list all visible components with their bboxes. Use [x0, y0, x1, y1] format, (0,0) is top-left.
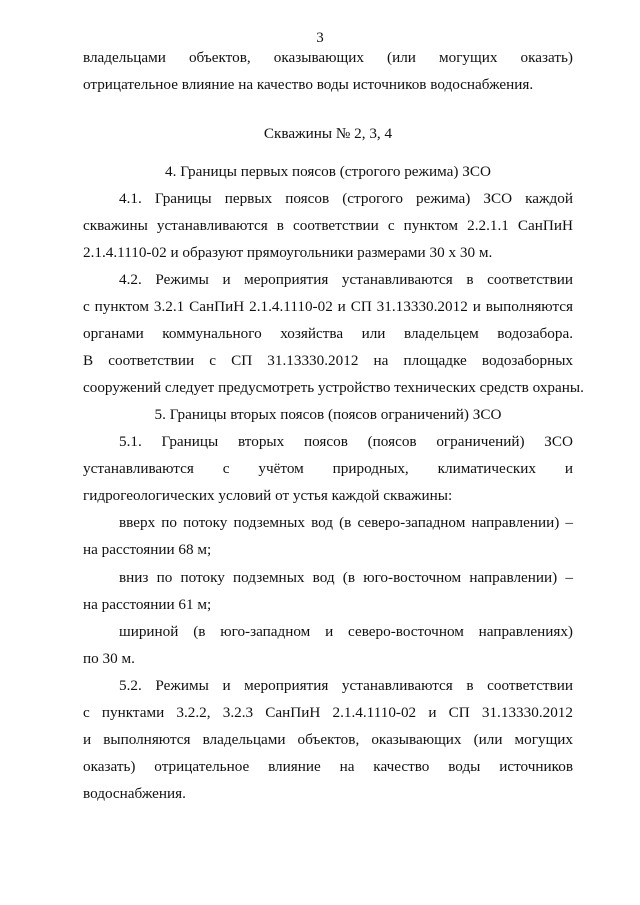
- text-line: водоснабжения.: [83, 785, 186, 802]
- text-line: оказать) отрицательное влияние на качество воды источников: [83, 758, 573, 775]
- text-line: 5.1. Границы вторых поясов (поясов ограничений) ЗСО: [119, 433, 573, 450]
- text-line: скважины устанавливаются в соответствии с пунктом 2.2.1.1 СанПиН: [83, 217, 573, 234]
- text-line: вниз по потоку подземных вод (в юго-восточном направлении) –: [119, 569, 573, 586]
- text-line: 2.1.4.1110-02 и образуют прямоугольники размерами 30 х 30 м.: [83, 244, 493, 261]
- text-line: 5.2. Режимы и мероприятия устанавливаются в соответствии: [119, 677, 573, 694]
- text-line: владельцами объектов, оказывающих (или могущих оказать): [83, 49, 573, 66]
- text-line: вверх по потоку подземных вод (в северо-западном направлении) –: [119, 514, 573, 531]
- text-line: с пунктом 3.2.1 СанПиН 2.1.4.1110-02 и СП 31.13330.2012 и выполняются: [83, 298, 573, 315]
- text-line: 4.1. Границы первых поясов (строгого режима) ЗСО каждой: [119, 190, 573, 207]
- text-line: на расстоянии 68 м;: [83, 541, 212, 558]
- text-line: шириной (в юго-западном и северо-восточном направлениях): [119, 623, 573, 640]
- text-line: органами коммунального хозяйства или владельцем водозабора.: [83, 325, 573, 342]
- text-line: 5. Границы вторых поясов (поясов ограничений) ЗСО: [154, 406, 502, 423]
- text-line: и выполняются владельцами объектов, оказывающих (или могущих: [83, 731, 573, 748]
- text-line: В соответствии с СП 31.13330.2012 на площадке водозаборных: [83, 352, 573, 369]
- text-line: отрицательное влияние на качество воды источников водоснабжения.: [83, 76, 534, 93]
- text-line: гидрогеологических условий от устья каждой скважины:: [83, 487, 453, 504]
- page-number: 3: [316, 30, 324, 46]
- text-line: 4. Границы первых поясов (строгого режима) ЗСО: [165, 163, 491, 180]
- text-line: устанавливаются с учётом природных, климатических и: [83, 460, 573, 477]
- text-line: с пунктами 3.2.2, 3.2.3 СанПиН 2.1.4.1110-02 и СП 31.13330.2012: [83, 704, 573, 721]
- text-line: Скважины № 2, 3, 4: [263, 125, 393, 142]
- text-line: 4.2. Режимы и мероприятия устанавливаются в соответствии: [119, 271, 573, 288]
- text-line: по 30 м.: [83, 650, 135, 667]
- text-line: сооружений следует предусмотреть устройство технических средств охраны.: [83, 379, 584, 396]
- text-line: на расстоянии 61 м;: [83, 596, 212, 613]
